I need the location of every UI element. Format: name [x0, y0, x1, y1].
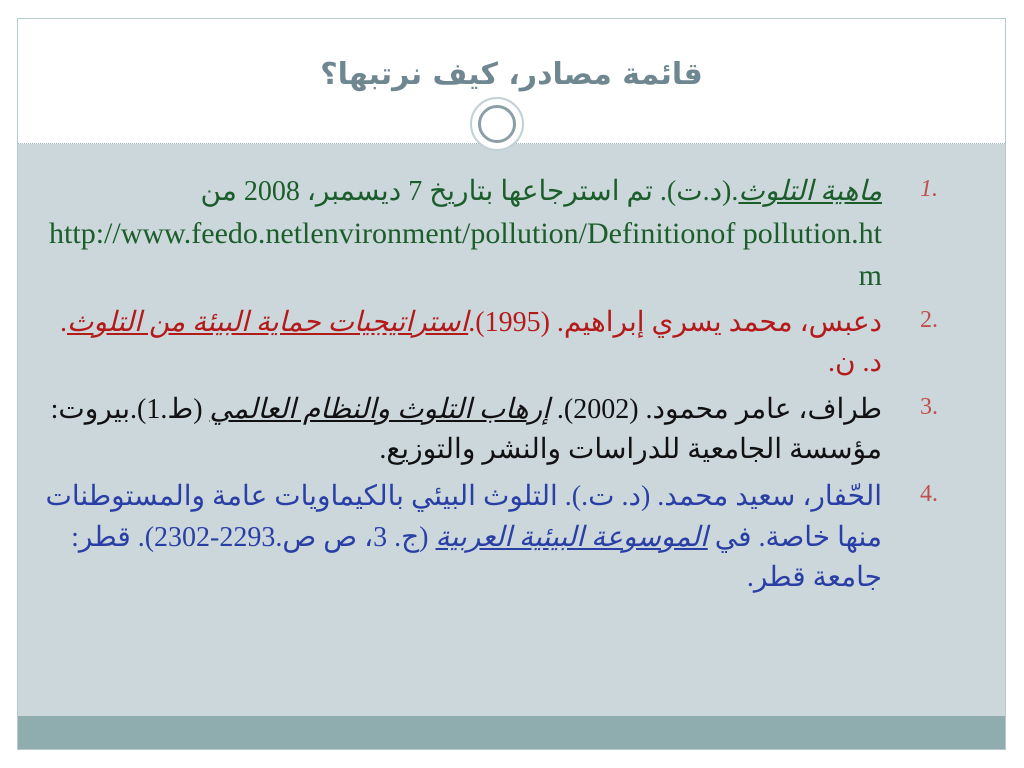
reference-title: إرهاب التلوث والنظام العالمي [209, 393, 550, 425]
reference-item-1 [40, 172, 940, 297]
reference-number: 3. [920, 393, 938, 420]
ring-inner [478, 105, 516, 143]
slide-title: قائمة مصادر، كيف نرتبها؟ [320, 57, 703, 92]
reference-title: الموسوعة البيئية العربية [435, 521, 708, 553]
reference-text-before: الحّفار، سعيد محمد. (د. ت.). التلوث البيئي بالكيماويات عامة والمستوطنات منها خاصة. في [45, 480, 882, 553]
footer-bar [18, 716, 1005, 750]
ring-ornament-icon [470, 97, 524, 151]
reference-list [40, 172, 940, 605]
reference-url: http://www.feedo.netlenvironment/pollution/Definitionof pollution.htm [49, 216, 882, 292]
reference-number: 2. [920, 306, 938, 333]
reference-text: .(د.ت). تم استرجاعها بتاريخ 7 ديسمبر، 2008 من [200, 176, 739, 207]
reference-item-4 [40, 477, 940, 599]
reference-number: 4. [920, 480, 938, 507]
reference-number: 1. [920, 176, 938, 202]
reference-title: ماهية التلوث [738, 176, 882, 207]
reference-title: استراتيجيات حماية البيئة من التلوث [66, 306, 469, 338]
reference-text-after: . د. ن. [59, 306, 882, 379]
reference-text-before: طراف، عامر محمود. (2002). [556, 393, 882, 425]
reference-item-3 [40, 390, 940, 471]
reference-item-2 [40, 303, 940, 384]
reference-text-after: (ط.1).بيروت: مؤسسة الجامعية للدراسات والنشر والتوزيع. [50, 393, 882, 466]
reference-text-before: دعبس، محمد يسري إبراهيم. (1995). [468, 306, 882, 338]
reference-text-after: (ج. 3، ص ص.2293-2302). قطر: جامعة قطر. [71, 521, 882, 594]
